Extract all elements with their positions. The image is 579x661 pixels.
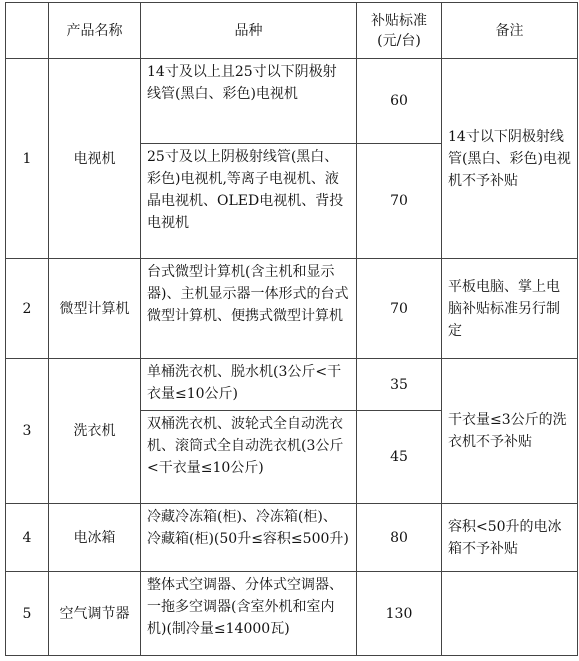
remark-cell: 容积<50升的电冰箱不予补贴 (442, 504, 578, 572)
remark-cell: 14寸以下阴极射线管(黑白、彩色)电视机不予补贴 (442, 59, 578, 259)
variety-header: 品种 (141, 3, 357, 59)
product-name: 洗衣机 (49, 359, 141, 504)
table-row (6, 572, 578, 656)
remark-cell (442, 572, 578, 656)
variety-cell: 14寸及以上且25寸以下阴极射线管(黑白、彩色)电视机 (141, 59, 357, 144)
subsidy-cell: 70 (357, 259, 442, 359)
remark-cell: 干衣量≤3公斤的洗衣机不予补贴 (442, 359, 578, 504)
subsidy-header-line2: (元/台) (377, 32, 421, 49)
header-row (6, 3, 578, 59)
row-index: 5 (6, 572, 49, 656)
subsidy-cell: 130 (357, 572, 442, 656)
subsidy-cell: 80 (357, 504, 442, 572)
variety-cell: 冷藏冷冻箱(柜)、冷冻箱(柜)、冷藏箱(柜)(50升≤容积≤500升) (141, 504, 357, 572)
variety-cell: 台式微型计算机(含主机和显示器)、主机显示器一体形式的台式微型计算机、便携式微型计算机 (141, 259, 357, 359)
remark-header: 备注 (442, 3, 578, 59)
subsidy-header-line1: 补贴标准 (371, 12, 427, 29)
index-header (6, 3, 49, 59)
remark-cell: 平板电脑、掌上电脑补贴标准另行制定 (442, 259, 578, 359)
table-row (6, 59, 578, 144)
variety-cell: 25寸及以上阴极射线管(黑白、彩色)电视机,等离子电视机、液晶电视机、OLED电视机、背投电视机 (141, 144, 357, 259)
subsidy-header (357, 3, 442, 59)
table-row (6, 504, 578, 572)
row-index: 1 (6, 59, 49, 259)
subsidy-cell: 45 (357, 411, 442, 504)
variety-cell: 双桶洗衣机、波轮式全自动洗衣机、滚筒式全自动洗衣机(3公斤<干衣量≤10公斤) (141, 411, 357, 504)
table-row (6, 259, 578, 359)
variety-cell: 单桶洗衣机、脱水机(3公斤<干衣量≤10公斤) (141, 359, 357, 411)
product-name: 电冰箱 (49, 504, 141, 572)
variety-cell: 整体式空调器、分体式空调器、一拖多空调器(含室外机和室内机)(制冷量≤14000瓦) (141, 572, 357, 656)
product-name-header: 产品名称 (49, 3, 141, 59)
row-index: 2 (6, 259, 49, 359)
subsidy-cell: 35 (357, 359, 442, 411)
row-index: 3 (6, 359, 49, 504)
subsidy-cell: 60 (357, 59, 442, 144)
subsidy-table (5, 2, 578, 656)
table-row (6, 359, 578, 411)
product-name: 微型计算机 (49, 259, 141, 359)
product-name: 空气调节器 (49, 572, 141, 656)
product-name: 电视机 (49, 59, 141, 259)
row-index: 4 (6, 504, 49, 572)
subsidy-cell: 70 (357, 144, 442, 259)
